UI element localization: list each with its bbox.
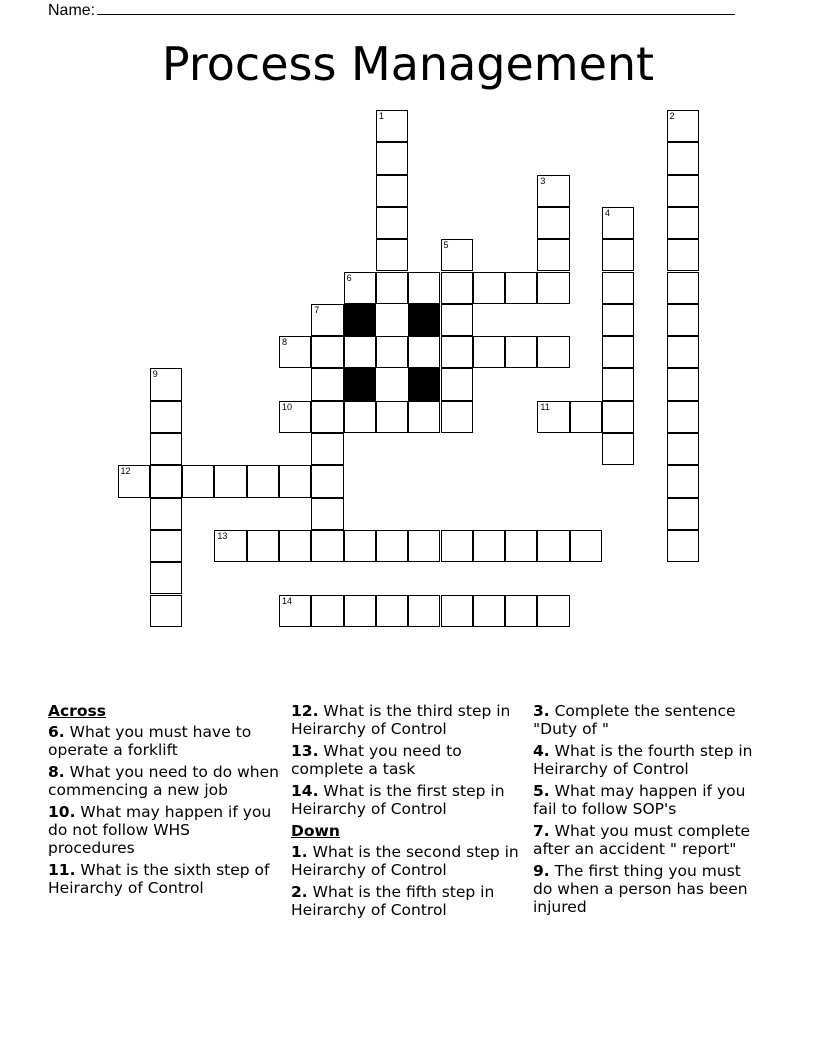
grid-cell[interactable] — [505, 595, 537, 627]
clue-number: 13 — [217, 530, 228, 541]
clue-item-number: 9. — [533, 862, 550, 880]
grid-cell[interactable] — [182, 465, 214, 497]
grid-cell[interactable] — [279, 465, 311, 497]
grid-cell[interactable] — [505, 530, 537, 562]
grid-cell[interactable] — [602, 239, 634, 271]
grid-cell[interactable] — [505, 272, 537, 304]
clue-item-number: 10. — [48, 803, 76, 821]
clue-item-number: 4. — [533, 742, 550, 760]
grid-cell[interactable] — [441, 595, 473, 627]
grid-cell[interactable] — [570, 401, 602, 433]
clue-item-number: 8. — [48, 763, 65, 781]
clue-item-number: 3. — [533, 702, 550, 720]
grid-cell[interactable] — [570, 530, 602, 562]
clue-item-number: 2. — [291, 883, 308, 901]
grid-cell[interactable] — [311, 336, 343, 368]
clue-item-text: What is the first step in Heirarchy of Control — [291, 782, 505, 818]
grid-cell[interactable] — [247, 530, 279, 562]
grid-cell[interactable] — [473, 336, 505, 368]
grid-cell[interactable] — [537, 175, 569, 207]
clue-item — [48, 763, 280, 799]
clue-item-number: 1. — [291, 843, 308, 861]
grid-cell[interactable] — [214, 465, 246, 497]
clue-item-text: What is the fourth step in Heirarchy of Control — [533, 742, 753, 778]
clue-number: 1 — [378, 111, 384, 121]
grid-cell[interactable] — [441, 239, 473, 271]
grid-cell[interactable] — [311, 433, 343, 465]
grid-cell[interactable] — [376, 239, 408, 271]
clue-item — [533, 742, 765, 778]
clue-number: 7 — [314, 304, 320, 315]
clue-item-text: What you need to complete a task — [291, 742, 462, 778]
clue-item — [533, 822, 765, 858]
grid-cell[interactable] — [376, 207, 408, 239]
clue-item — [291, 782, 523, 818]
clue-number: 6 — [346, 272, 352, 283]
clue-item-number: 12. — [291, 702, 319, 720]
grid-cell[interactable] — [150, 562, 182, 594]
grid-cell[interactable] — [602, 304, 634, 336]
grid-cell[interactable] — [537, 272, 569, 304]
grid-cell[interactable] — [150, 498, 182, 530]
clue-number: 9 — [152, 369, 158, 380]
grid-cell[interactable] — [667, 336, 699, 368]
grid-cell[interactable] — [473, 272, 505, 304]
grid-cell[interactable] — [667, 110, 699, 142]
grid-cell[interactable] — [408, 336, 440, 368]
grid-cell[interactable] — [441, 304, 473, 336]
grid-cell[interactable] — [667, 368, 699, 400]
grid-cell[interactable] — [667, 433, 699, 465]
clue-number: 2 — [669, 111, 675, 121]
clue-item — [48, 803, 280, 857]
clue-number: 3 — [540, 175, 546, 186]
grid-cell[interactable] — [408, 401, 440, 433]
grid-cell[interactable] — [344, 336, 376, 368]
grid-cell[interactable] — [311, 595, 343, 627]
name-label: Name: — [48, 2, 96, 19]
grid-cell[interactable] — [602, 368, 634, 400]
grid-cell[interactable] — [537, 401, 569, 433]
grid-cell[interactable] — [150, 433, 182, 465]
clue-item-text: What is the second step in Heirarchy of Control — [291, 843, 519, 879]
clue-item-text: What is the sixth step of Heirarchy of Control — [48, 861, 270, 897]
grid-cell[interactable] — [376, 530, 408, 562]
grid-cell[interactable] — [376, 272, 408, 304]
grid-cell[interactable] — [537, 595, 569, 627]
grid-cell[interactable] — [408, 272, 440, 304]
clue-item-text: What may happen if you do not follow WHS procedures — [48, 803, 272, 857]
grid-cell[interactable] — [408, 530, 440, 562]
clue-item — [48, 861, 280, 897]
clue-item-text: What you must have to operate a forklift — [48, 723, 252, 759]
clue-item — [291, 843, 523, 879]
grid-cell[interactable] — [376, 401, 408, 433]
grid-cell[interactable] — [667, 304, 699, 336]
clue-number: 8 — [282, 337, 288, 348]
clue-number: 12 — [120, 466, 131, 477]
grid-cell[interactable] — [344, 595, 376, 627]
clue-item-text: The first thing you must do when a person has been injured — [533, 862, 748, 916]
grid-cell[interactable] — [537, 239, 569, 271]
clue-item-text: What may happen if you fail to follow SOP's — [533, 782, 746, 818]
black-cell — [408, 304, 440, 336]
black-cell — [408, 368, 440, 400]
grid-cell[interactable] — [247, 465, 279, 497]
clue-item — [533, 782, 765, 818]
grid-cell[interactable] — [667, 239, 699, 271]
grid-cell[interactable] — [311, 530, 343, 562]
grid-cell[interactable] — [602, 207, 634, 239]
grid-cell[interactable] — [279, 336, 311, 368]
grid-cell[interactable] — [150, 401, 182, 433]
clue-number: 4 — [605, 207, 611, 218]
grid-cell[interactable] — [376, 142, 408, 174]
clue-item-number: 5. — [533, 782, 550, 800]
clue-item — [291, 742, 523, 778]
grid-cell[interactable] — [344, 401, 376, 433]
grid-cell[interactable] — [537, 336, 569, 368]
black-cell — [344, 368, 376, 400]
grid-cell[interactable] — [311, 368, 343, 400]
across-heading: Across — [48, 702, 106, 720]
grid-cell[interactable] — [311, 498, 343, 530]
clue-item-number: 6. — [48, 723, 65, 741]
clue-item — [291, 702, 523, 738]
clue-item-text: Complete the sentence "Duty of " — [533, 702, 736, 738]
grid-cell[interactable] — [311, 465, 343, 497]
grid-cell[interactable] — [667, 401, 699, 433]
grid-cell[interactable] — [667, 207, 699, 239]
grid-cell[interactable] — [537, 530, 569, 562]
clue-number: 11 — [540, 401, 550, 412]
grid-cell[interactable] — [473, 595, 505, 627]
grid-cell[interactable] — [150, 368, 182, 400]
grid-cell[interactable] — [602, 401, 634, 433]
grid-cell[interactable] — [279, 401, 311, 433]
clue-number: 5 — [443, 240, 449, 251]
grid-cell[interactable] — [667, 498, 699, 530]
clue-item-text: What you need to do when commencing a new job — [48, 763, 279, 799]
grid-cell[interactable] — [376, 110, 408, 142]
grid-cell[interactable] — [441, 336, 473, 368]
clue-item-number: 7. — [533, 822, 550, 840]
grid-cell[interactable] — [376, 175, 408, 207]
grid-cell[interactable] — [118, 465, 150, 497]
grid-cell[interactable] — [150, 595, 182, 627]
grid-cell[interactable] — [441, 401, 473, 433]
clue-item — [533, 702, 765, 738]
grid-cell[interactable] — [667, 465, 699, 497]
grid-cell[interactable] — [376, 595, 408, 627]
grid-cell[interactable] — [279, 595, 311, 627]
grid-cell[interactable] — [667, 175, 699, 207]
clue-item — [533, 862, 765, 916]
clues-column-1 — [48, 702, 280, 901]
page-title: Process Management — [161, 37, 655, 91]
clue-item-number: 14. — [291, 782, 319, 800]
clues-column-2 — [291, 702, 523, 923]
clue-item — [48, 723, 280, 759]
grid-cell[interactable] — [214, 530, 246, 562]
clue-item-text: What is the fifth step in Heirarchy of Control — [291, 883, 495, 919]
black-cell — [344, 304, 376, 336]
clue-item-text: What you must complete after an accident " report" — [533, 822, 751, 858]
grid-cell[interactable] — [473, 530, 505, 562]
grid-cell[interactable] — [150, 530, 182, 562]
clue-item — [291, 883, 523, 919]
grid-cell[interactable] — [376, 336, 408, 368]
grid-cell[interactable] — [441, 368, 473, 400]
clue-item-number: 13. — [291, 742, 319, 760]
clue-item-number: 11. — [48, 861, 76, 879]
clue-number: 14 — [282, 595, 293, 606]
clue-number: 10 — [282, 401, 293, 412]
grid-cell[interactable] — [602, 433, 634, 465]
grid-cell[interactable] — [311, 304, 343, 336]
grid-cell[interactable] — [408, 595, 440, 627]
grid-cell[interactable] — [441, 530, 473, 562]
down-heading: Down — [291, 822, 340, 840]
grid-cell[interactable] — [667, 530, 699, 562]
clue-item-text: What is the third step in Heirarchy of Control — [291, 702, 511, 738]
grid-cell[interactable] — [537, 207, 569, 239]
grid-cell[interactable] — [667, 142, 699, 174]
grid-cell[interactable] — [602, 272, 634, 304]
grid-cell[interactable] — [150, 465, 182, 497]
clues-column-3 — [533, 702, 765, 920]
grid-cell[interactable] — [602, 336, 634, 368]
grid-cell[interactable] — [667, 272, 699, 304]
grid-cell[interactable] — [344, 530, 376, 562]
grid-cell[interactable] — [441, 272, 473, 304]
grid-cell[interactable] — [505, 336, 537, 368]
grid-cell[interactable] — [344, 272, 376, 304]
grid-cell[interactable] — [279, 530, 311, 562]
grid-cell[interactable] — [311, 401, 343, 433]
